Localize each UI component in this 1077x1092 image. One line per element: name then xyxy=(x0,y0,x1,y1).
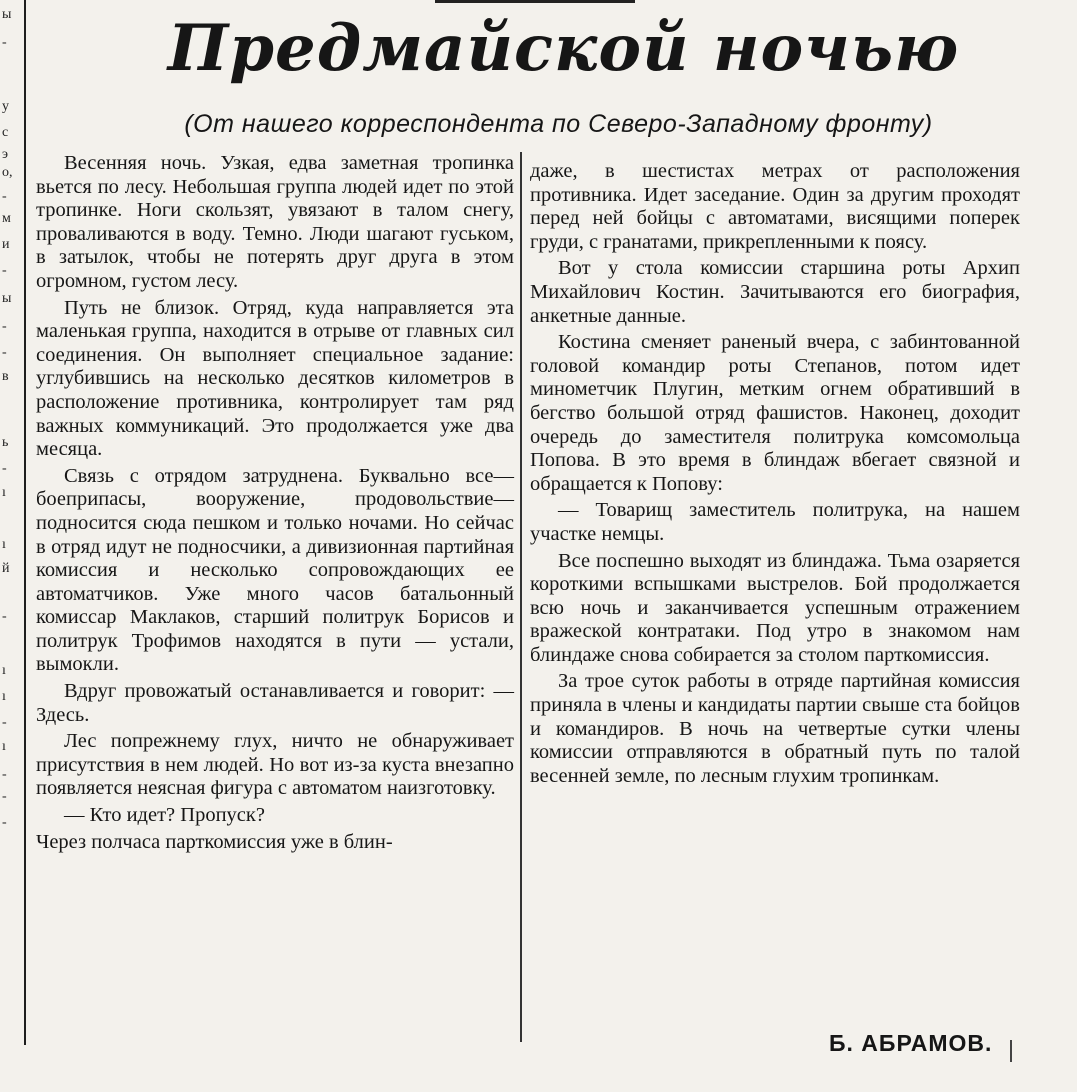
article-column-1 xyxy=(36,152,514,857)
paragraph: Весенняя ночь. Узкая, едва заметная тропинка вьется по лесу. Небольшая группа людей идет по этой тропинке. Ноги скользят, увязают в талом снегу, проваливаются в воду. Темно. Люди шагают гуськом, в затылок, чтобы не потерять друг друга в этом огромном, густом лесу. xyxy=(36,152,514,292)
column-rule-middle xyxy=(520,152,522,1042)
fragment-char: - xyxy=(2,715,7,730)
article-column-2 xyxy=(530,160,1020,791)
fragment-char: с xyxy=(2,125,9,140)
article-subtitle: (От нашего корреспондента по Северо-Западному фронту) xyxy=(184,110,933,138)
fragment-char: - xyxy=(2,767,7,782)
paragraph: Вдруг провожатый останавливается и говорит: — Здесь. xyxy=(36,680,514,726)
paragraph: Связь с отрядом затруднена. Буквально все—боеприпасы, вооружение, продовольствие—подносится сюда пешком и только ночами. Но сейчас в отряд идут не подносчики, а дивизионная партийная комиссия и несколько сопровождающих ее автоматчиков. Уже много часов батальонный комиссар Маклаков, старший политрук Борисов и политрук Трофимов находятся в пути — устали, вымокли. xyxy=(36,464,514,676)
fragment-char: - xyxy=(2,263,7,278)
fragment-char: - xyxy=(2,789,7,804)
paragraph: Через полчаса парткомиссия уже в блин- xyxy=(36,830,393,853)
fragment-char: й xyxy=(2,561,10,576)
paragraph: За трое суток работы в отряде партийная комиссия приняла в члены и кандидаты партии свыше ста бойцов и командиров. В ночь на четвертые сутки члены комиссии отправляются в обратный путь по талой весенней земле, по лесным глухим тропинкам. xyxy=(530,670,1020,787)
paragraph: Лес попрежнему глух, ничто не обнаруживает присутствия в нем людей. Но вот из-за куста внезапно появляется неясная фигура с автоматом наизготовку. xyxy=(36,730,514,800)
paragraph: Вот у стола комиссии старшина роты Архип Михайлович Костин. Зачитываются его биография, анкетные данные. xyxy=(530,257,1020,327)
fragment-char: ı xyxy=(2,739,6,754)
fragment-char: - xyxy=(2,189,7,204)
top-rule xyxy=(435,0,635,3)
author-signature: Б. АБРАМОВ. xyxy=(829,1030,993,1056)
paragraph: Все поспешно выходят из блиндажа. Тьма озаряется короткими вспышками выстрелов. Бой продолжается всю ночь и заканчивается успешным отражением вражеской контратаки. Под утро в знакомом нам блиндаже снова собирается за столом парткомиссия. xyxy=(530,549,1020,666)
paragraph: — Кто идет? Пропуск? xyxy=(64,804,265,827)
fragment-char: в xyxy=(2,369,9,384)
fragment-char: ı xyxy=(2,537,6,552)
fragment-char: - xyxy=(2,461,7,476)
fragment-char: - xyxy=(2,345,7,360)
fragment-char: ы xyxy=(2,291,12,306)
fragment-char: э xyxy=(2,147,9,162)
fragment-char: - xyxy=(2,609,7,624)
edge-mark xyxy=(1010,1040,1012,1062)
fragment-char: - xyxy=(2,319,7,334)
fragment-char: и xyxy=(2,237,10,252)
fragment-char: ы xyxy=(2,7,12,22)
paragraph: — Товарищ заместитель политрука, на нашем участке немцы. xyxy=(530,499,1020,545)
fragment-char: - xyxy=(2,815,7,830)
fragment-char: ı xyxy=(2,663,6,678)
fragment-char: - xyxy=(2,35,7,50)
adjacent-column-fragment xyxy=(0,0,24,1092)
fragment-char: у xyxy=(2,99,9,114)
fragment-char: м xyxy=(2,211,11,226)
fragment-char: ı xyxy=(2,485,6,500)
fragment-char: ь xyxy=(2,435,9,450)
article-headline: Предмайской ночью xyxy=(167,11,960,86)
paragraph: Костина сменяет раненый вчера, с забинтованной головой командир роты Степанов, потом идет минометчик Плугин, метким огнем обративший в бегство большой отряд фашистов. Наконец, доходит очередь до заместителя политрука комсомольца Попова. В это время в блиндаж вбегает связной и обращается к Попову: xyxy=(530,331,1020,495)
fragment-char: о, xyxy=(2,165,13,180)
paragraph: даже, в шестистах метрах от расположения противника. Идет заседание. Один за другим проходят перед ней бойцы с автоматами, висящими поперек груди, с гранатами, прикрепленными к поясу. xyxy=(530,160,1020,253)
paragraph: Путь не близок. Отряд, куда направляется эта маленькая группа, находится в отрыве от главных сил соединения. Он выполняет специальное задание: углубившись на несколько десятков километров в расположение противника, контролирует там ряд важных коммуникаций. Это продолжается уже два месяца. xyxy=(36,296,514,461)
fragment-char: ı xyxy=(2,689,6,704)
column-rule-left xyxy=(24,0,26,1045)
